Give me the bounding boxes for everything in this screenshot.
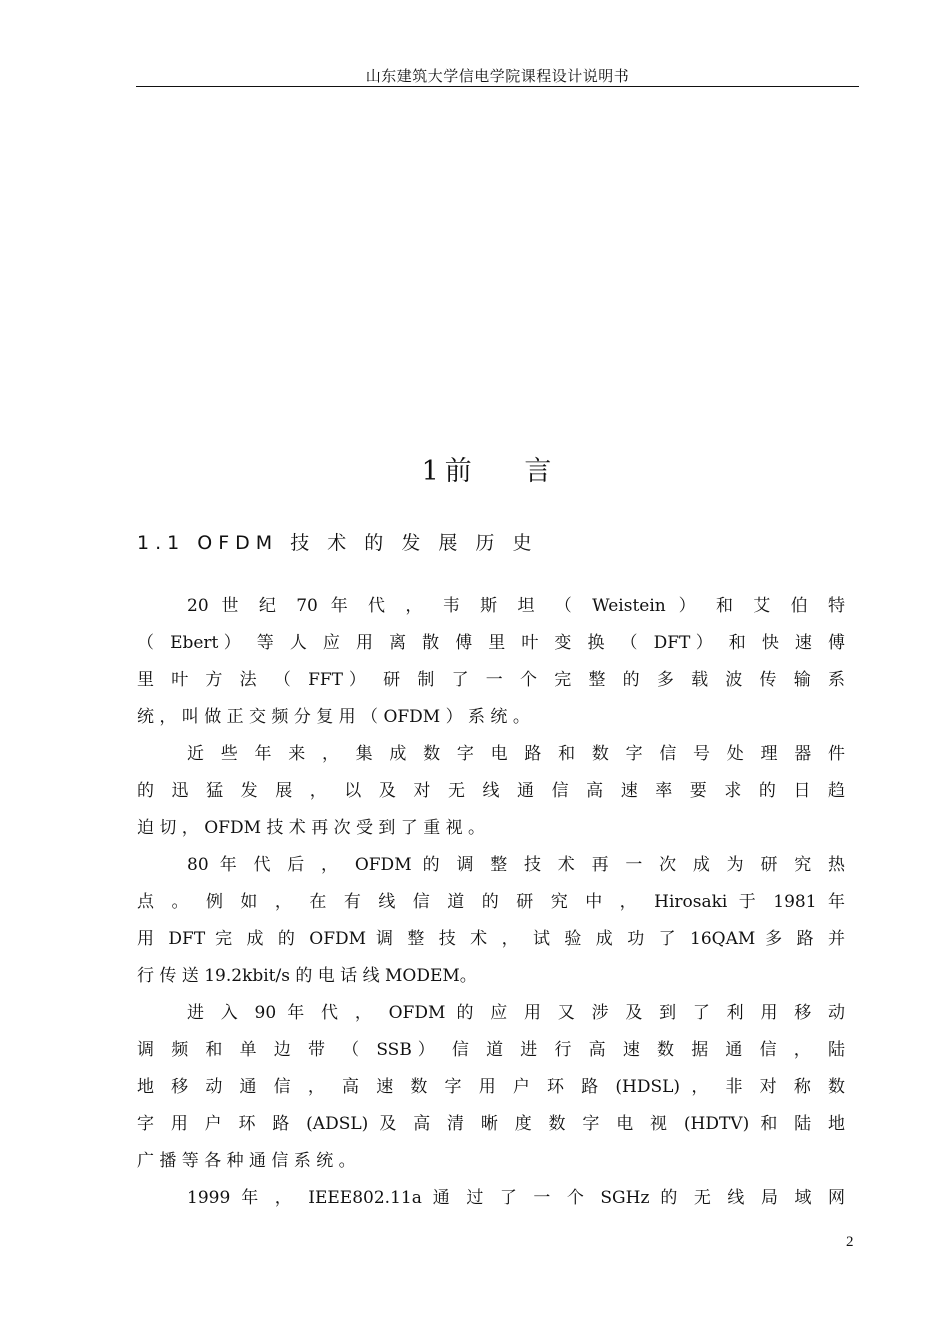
paragraph-line: 的 迅 猛 发 展 ， 以 及 对 无 线 通 信 高 速 率 要 求 的 日 趋 <box>137 781 845 801</box>
paragraph-line: 字 用 户 环 路 (ADSL) 及 高 清 晰 度 数 字 电 视 (HDTV) 和 陆 地 <box>137 1114 845 1134</box>
chapter-title <box>136 452 859 492</box>
chapter-title-text: 前 言 <box>444 456 574 487</box>
paragraph-line: 里 叶 方 法 （ FFT） 研 制 了 一 个 完 整 的 多 载 波 传 输 系 <box>137 670 845 690</box>
paragraph-line: 点 。 例 如 ， 在 有 线 信 道 的 研 究 中 ， Hirosaki 于 1981 年 <box>137 892 845 912</box>
paragraph-line: 80 年 代 后 ， OFDM 的 调 整 技 术 再 一 次 成 为 研 究 热 <box>187 855 845 875</box>
running-header: 山东建筑大学信电学院课程设计说明书 <box>365 67 630 85</box>
paragraph-line: 进 入 90 年 代 ， OFDM 的 应 用 又 涉 及 到 了 利 用 移 动 <box>187 1003 845 1023</box>
paragraph-line: 调 频 和 单 边 带 （ SSB） 信 道 进 行 高 速 数 据 通 信 ， 陆 <box>137 1040 845 1060</box>
body-text <box>137 588 845 1217</box>
paragraph-line: 近 些 年 来 ， 集 成 数 字 电 路 和 数 字 信 号 处 理 器 件 <box>187 744 845 764</box>
paragraph-line: （ Ebert） 等 人 应 用 离 散 傅 里 叶 变 换 （ DFT） 和 快 速 傅 <box>137 633 845 653</box>
paragraph-line: 20 世 纪 70 年 代 ， 韦 斯 坦 （ Weistein ） 和 艾 伯 特 <box>187 596 845 616</box>
header-rule <box>136 86 859 87</box>
paragraph-line: 行 传 送 19.2kbit/s 的 电 话 线 MODEM。 <box>137 966 477 986</box>
paragraph-line: 迫 切 ， OFDM 技 术 再 次 受 到 了 重 视 。 <box>137 818 486 838</box>
page-number: 2 <box>846 1234 854 1250</box>
paragraph-line: 1999 年 ， IEEE802.11a 通 过 了 一 个 SGHz 的 无 线 局 域 网 <box>187 1188 845 1208</box>
paragraph-line: 地 移 动 通 信 ， 高 速 数 字 用 户 环 路 (HDSL) ， 非 对 称 数 <box>137 1077 845 1097</box>
paragraph-line: 统 ， 叫 做 正 交 频 分 复 用 （ OFDM ） 系 统 。 <box>137 707 530 727</box>
section-title: 1.1 OFDM 技 术 的 发 展 历 史 <box>137 532 538 554</box>
paragraph-line: 广 播 等 各 种 通 信 系 统 。 <box>137 1151 356 1171</box>
paragraph-line: 用 DFT 完 成 的 OFDM 调 整 技 术 ， 试 验 成 功 了 16QAM 多 路 并 <box>137 929 845 949</box>
chapter-number: 1 <box>421 456 439 487</box>
